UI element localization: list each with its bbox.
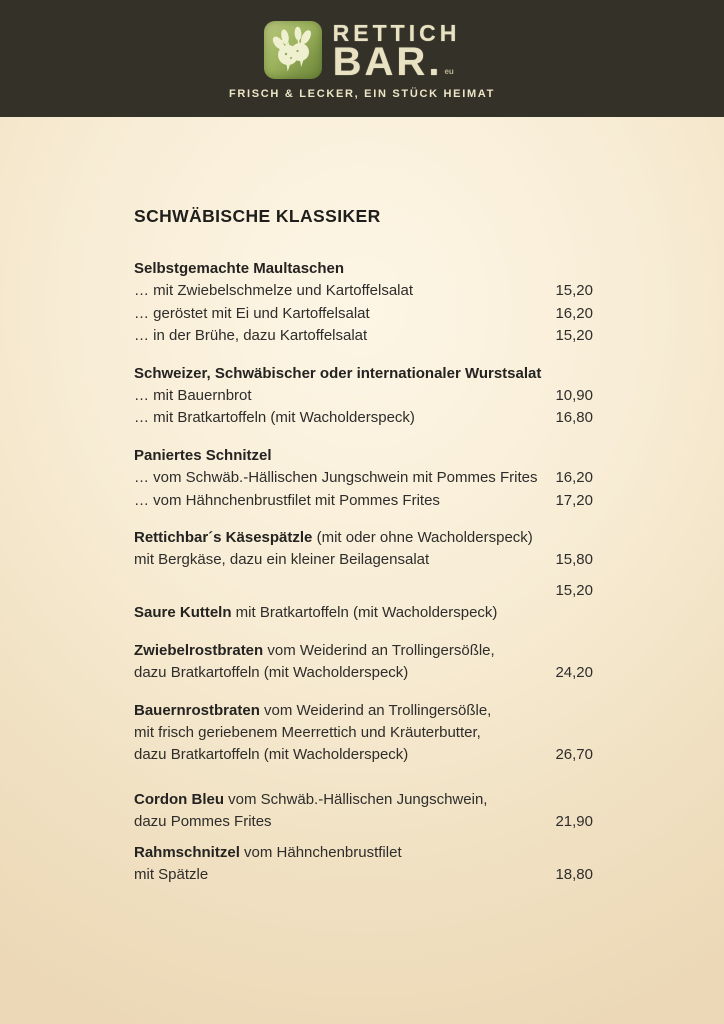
item-price: 16,80	[555, 409, 593, 427]
item-name-line	[134, 363, 593, 385]
item-line: … mit Bratkartoffeln (mit Wacholderspeck) 16,80	[134, 407, 593, 429]
item-price-line	[134, 580, 593, 602]
item-name: Saure Kutteln	[134, 604, 232, 622]
item-price: 15,20	[555, 327, 593, 345]
item-price: 10,90	[555, 387, 593, 405]
menu-item-kaesespaetzle	[134, 527, 593, 572]
menu-item-schnitzel	[134, 445, 593, 512]
menu-section-title: SCHWÄBISCHE KLASSIKER	[134, 206, 381, 226]
brand-eu-mark: eu	[444, 66, 454, 76]
item-name-line: Rettichbar´s Käsespätzle (mit oder ohne Wacholderspeck)	[134, 529, 533, 547]
menu-item-zwiebelrostbraten	[134, 640, 593, 685]
item-line: dazu Pommes Frites 21,90	[134, 811, 593, 833]
item-line: dazu Bratkartoffeln (mit Wacholderspeck) 24,20	[134, 662, 593, 684]
brand-name-top: RETTICH	[332, 19, 461, 46]
item-name: Rahmschnitzel	[134, 843, 240, 861]
item-line: mit Spätzle 18,80	[134, 864, 593, 886]
item-line: … geröstet mit Ei und Kartoffelsalat 16,20	[134, 303, 593, 325]
item-line: … mit Bauernbrot 10,90	[134, 385, 593, 407]
item-line: mit frisch geriebenem Meerrettich und Kräuterbutter,	[134, 722, 593, 744]
logo-badge	[264, 21, 322, 79]
item-name-line: Cordon Bleu vom Schwäb.-Hällischen Jungschwein,	[134, 790, 488, 808]
item-name: Selbstgemachte Maultaschen	[134, 260, 345, 277]
item-price: 15,20	[555, 282, 593, 300]
brand-tagline: FRISCH & LECKER, EIN STÜCK HEIMAT	[228, 88, 496, 100]
menu-item-kutteln	[134, 580, 593, 625]
item-line: mit Bergkäse, dazu ein kleiner Beilagensalat 15,80	[134, 549, 593, 571]
item-line: … in der Brühe, dazu Kartoffelsalat 15,20	[134, 325, 593, 347]
item-name-line: Zwiebelrostbraten vom Weiderind an Trollingersößle,	[134, 641, 495, 659]
menu	[134, 206, 593, 901]
brand-wordmark	[332, 19, 461, 84]
item-price: 24,20	[555, 664, 593, 682]
item-name-line: Saure Kutteln mit Bratkartoffeln (mit Wacholderspeck)	[134, 604, 498, 622]
brand-name-bottom: BAR.	[332, 39, 443, 84]
item-line: … mit Zwiebelschmelze und Kartoffelsalat 15,20	[134, 280, 593, 302]
item-name-line	[134, 445, 593, 467]
item-price: 26,70	[555, 746, 593, 764]
item-name-line: Rahmschnitzel vom Hähnchenbrustfilet	[134, 843, 402, 861]
item-name-line	[134, 258, 593, 280]
item-price: 17,20	[555, 491, 593, 509]
item-name: Paniertes Schnitzel	[134, 446, 272, 464]
menu-item-cordon-bleu	[134, 789, 593, 834]
item-name: Rettichbar´s Käsespätzle	[134, 529, 313, 547]
item-price: 21,90	[555, 813, 593, 831]
item-name: Zwiebelrostbraten	[134, 641, 264, 659]
menu-item-wurstsalat	[134, 363, 593, 430]
item-line: dazu Bratkartoffeln (mit Wacholderspeck) 26,70	[134, 744, 593, 766]
item-price: 15,20	[555, 581, 593, 599]
radish-icon	[270, 24, 316, 77]
item-price: 16,20	[555, 304, 593, 322]
item-line: … vom Schwäb.-Hällischen Jungschwein mit Pommes Frites 16,20	[134, 467, 593, 489]
brand-logo	[264, 19, 461, 84]
item-name: Bauernrostbraten	[134, 701, 260, 719]
item-price: 18,80	[555, 865, 593, 883]
menu-item-maultaschen	[134, 258, 593, 348]
header-band	[0, 0, 724, 117]
menu-item-bauernrostbraten	[134, 700, 593, 767]
item-line: … vom Hähnchenbrustfilet mit Pommes Frites 17,20	[134, 490, 593, 512]
item-name: Cordon Bleu	[134, 790, 224, 808]
item-name: Schweizer, Schwäbischer oder internationaler Wurstsalat	[134, 364, 542, 382]
item-price	[551, 722, 593, 744]
item-price: 16,20	[555, 469, 593, 487]
item-name-line: Bauernrostbraten vom Weiderind an Trollingersößle,	[134, 701, 492, 719]
item-price: 15,80	[555, 551, 593, 569]
menu-item-rahmschnitzel	[134, 842, 593, 887]
